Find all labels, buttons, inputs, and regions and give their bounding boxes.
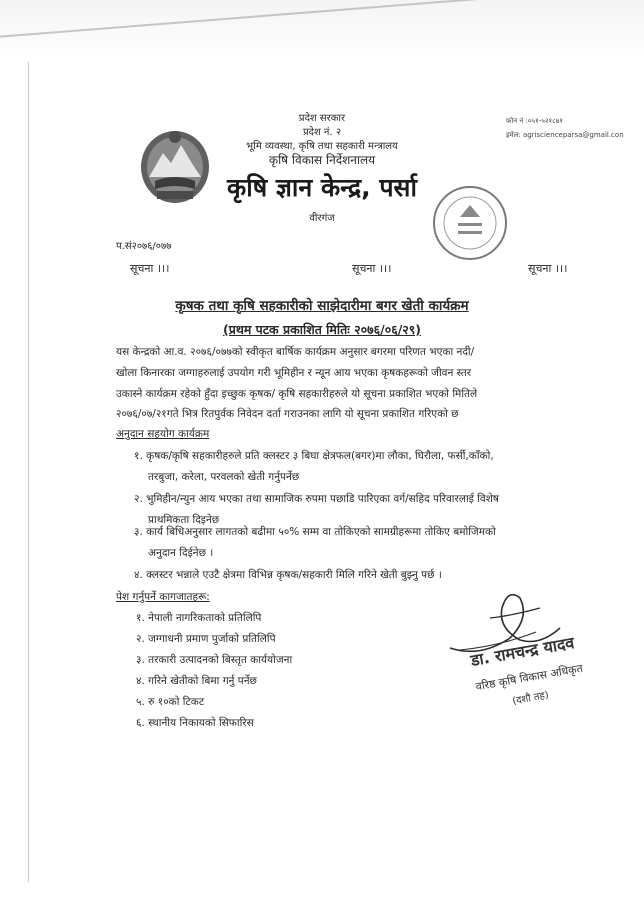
notice-title: कृषक तथा कृषि सहकारीको साझेदारीमा बगर खेती कार्यक्रम xyxy=(175,298,469,314)
document-item-5: ५. रु १०को टिकट xyxy=(136,696,205,708)
header-line-1: प्रदेश सरकार xyxy=(298,113,346,124)
grant-item-1-line-1: १. कृषक/कृषि सहकारीहरुले प्रति क्लस्टर ३ बिघा क्षेत्रफल(बगर)मा लौका, घिरौला, फर्सी,काँको, xyxy=(134,450,494,462)
grant-item-3-line-1: ३. कार्य बिधिअनुसार लागतको बढीमा ५०% सम्म वा तोकिएको सामग्रीहरूमा तोकिए बमोजिमको xyxy=(134,526,496,538)
notice-subtitle: (प्रथम पटक प्रकाशित मितिः २०७६/०६/२९) xyxy=(223,322,421,337)
office-name: कृषि ज्ञान केन्द्र, पर्सा xyxy=(227,173,417,202)
header-line-2: प्रदेश नं. २ xyxy=(302,127,342,138)
header-directorate: कृषि विकास निर्देशनालय xyxy=(268,153,376,167)
contact-phone: फोन नं :०५१-५२१८७१ xyxy=(506,117,564,125)
document-item-4: ४. गरिने खेतीको बिमा गर्नु पर्नेछ xyxy=(136,675,257,687)
body-line: उकास्ने कार्यक्रम रहेको हुँदा इच्छुक कृषक/ कृषि सहकारीहरुले यो सूचना प्रकाशित भएको मितिले xyxy=(116,388,478,400)
grant-item-4: ४. क्लस्टर भन्नाले एउटै क्षेत्रमा विभिन्न कृषक/सहकारी मिलि गरिने खेती बुझ्नु पर्छ । xyxy=(134,569,442,581)
document-item-6: ६. स्थानीय निकायको सिफारिस xyxy=(136,717,254,729)
notice-label-left: सूचना ।।। xyxy=(130,262,170,275)
contact-email: इमेल: agriscienceparsa@gmail.con xyxy=(506,131,624,139)
notice-label-right: सूचना ।।। xyxy=(528,262,568,275)
signatory-designation: वरिष्ठ कृषि विकास अधिकृत xyxy=(474,661,584,694)
body-line: खोला किनारका जग्गाहरुलाई उपयोग गरी भूमिहीन र न्यून आय भएका कृषकहरूको जीवन स्तर xyxy=(116,367,472,379)
section-heading-grant: अनुदान सहयोग कार्यक्रम xyxy=(116,428,210,440)
document-item-2: २. जग्गाधनी प्रमाण पुर्जाको प्रतिलिपि xyxy=(136,633,276,645)
grant-item-2-line-1: २. भुमिहीन/न्युन आय भएका तथा सामाजिक रुपमा पछाडि पारिएका वर्ग/सहिद परिवारलाई विशेष xyxy=(134,493,499,505)
grant-item-1-line-2: तरबुजा, करेला, परवलको खेती गर्नुपर्नेछ xyxy=(148,471,300,483)
header-ministry: भूमि व्यवस्था, कृषि तथा सहकारी मन्त्रालय xyxy=(246,141,398,152)
office-stamp xyxy=(430,183,510,263)
signatory-level: (दशौ तह) xyxy=(511,689,550,708)
document-item-3: ३. तरकारी उत्पादनको बिस्तृत कार्ययोजना xyxy=(136,654,293,666)
body-line: यस केन्द्रको आ.व. २०७६/०७७को स्वीकृत बार्षिक कार्यक्रम अनुसार बगरमा परिणत भएका नदी/ xyxy=(116,346,475,358)
section-heading-documents: पेश गर्नुपर्ने कागजातहरू: xyxy=(116,591,210,603)
body-line: २०७६/०७/२१गते भित्र रितपुर्वक निवेदन दर्ता गराउनका लागि यो सूचना प्रकाशित गरिएको छ xyxy=(116,408,459,420)
notice-label-center: सूचना ।।। xyxy=(352,262,392,275)
reference-number: प.सं२०७६/०७७ xyxy=(116,241,172,252)
document-item-1: १. नेपाली नागरिकताको प्रतिलिपि xyxy=(136,612,262,624)
grant-item-3-line-2: अनुदान दिईनेछ । xyxy=(148,547,214,559)
grant-item-2-line-2: प्राथमिकता दिइनेछ xyxy=(148,514,220,526)
signatory-name: डा. रामचन्द्र यादव xyxy=(469,633,576,670)
office-city: वीरगंज xyxy=(309,213,335,224)
